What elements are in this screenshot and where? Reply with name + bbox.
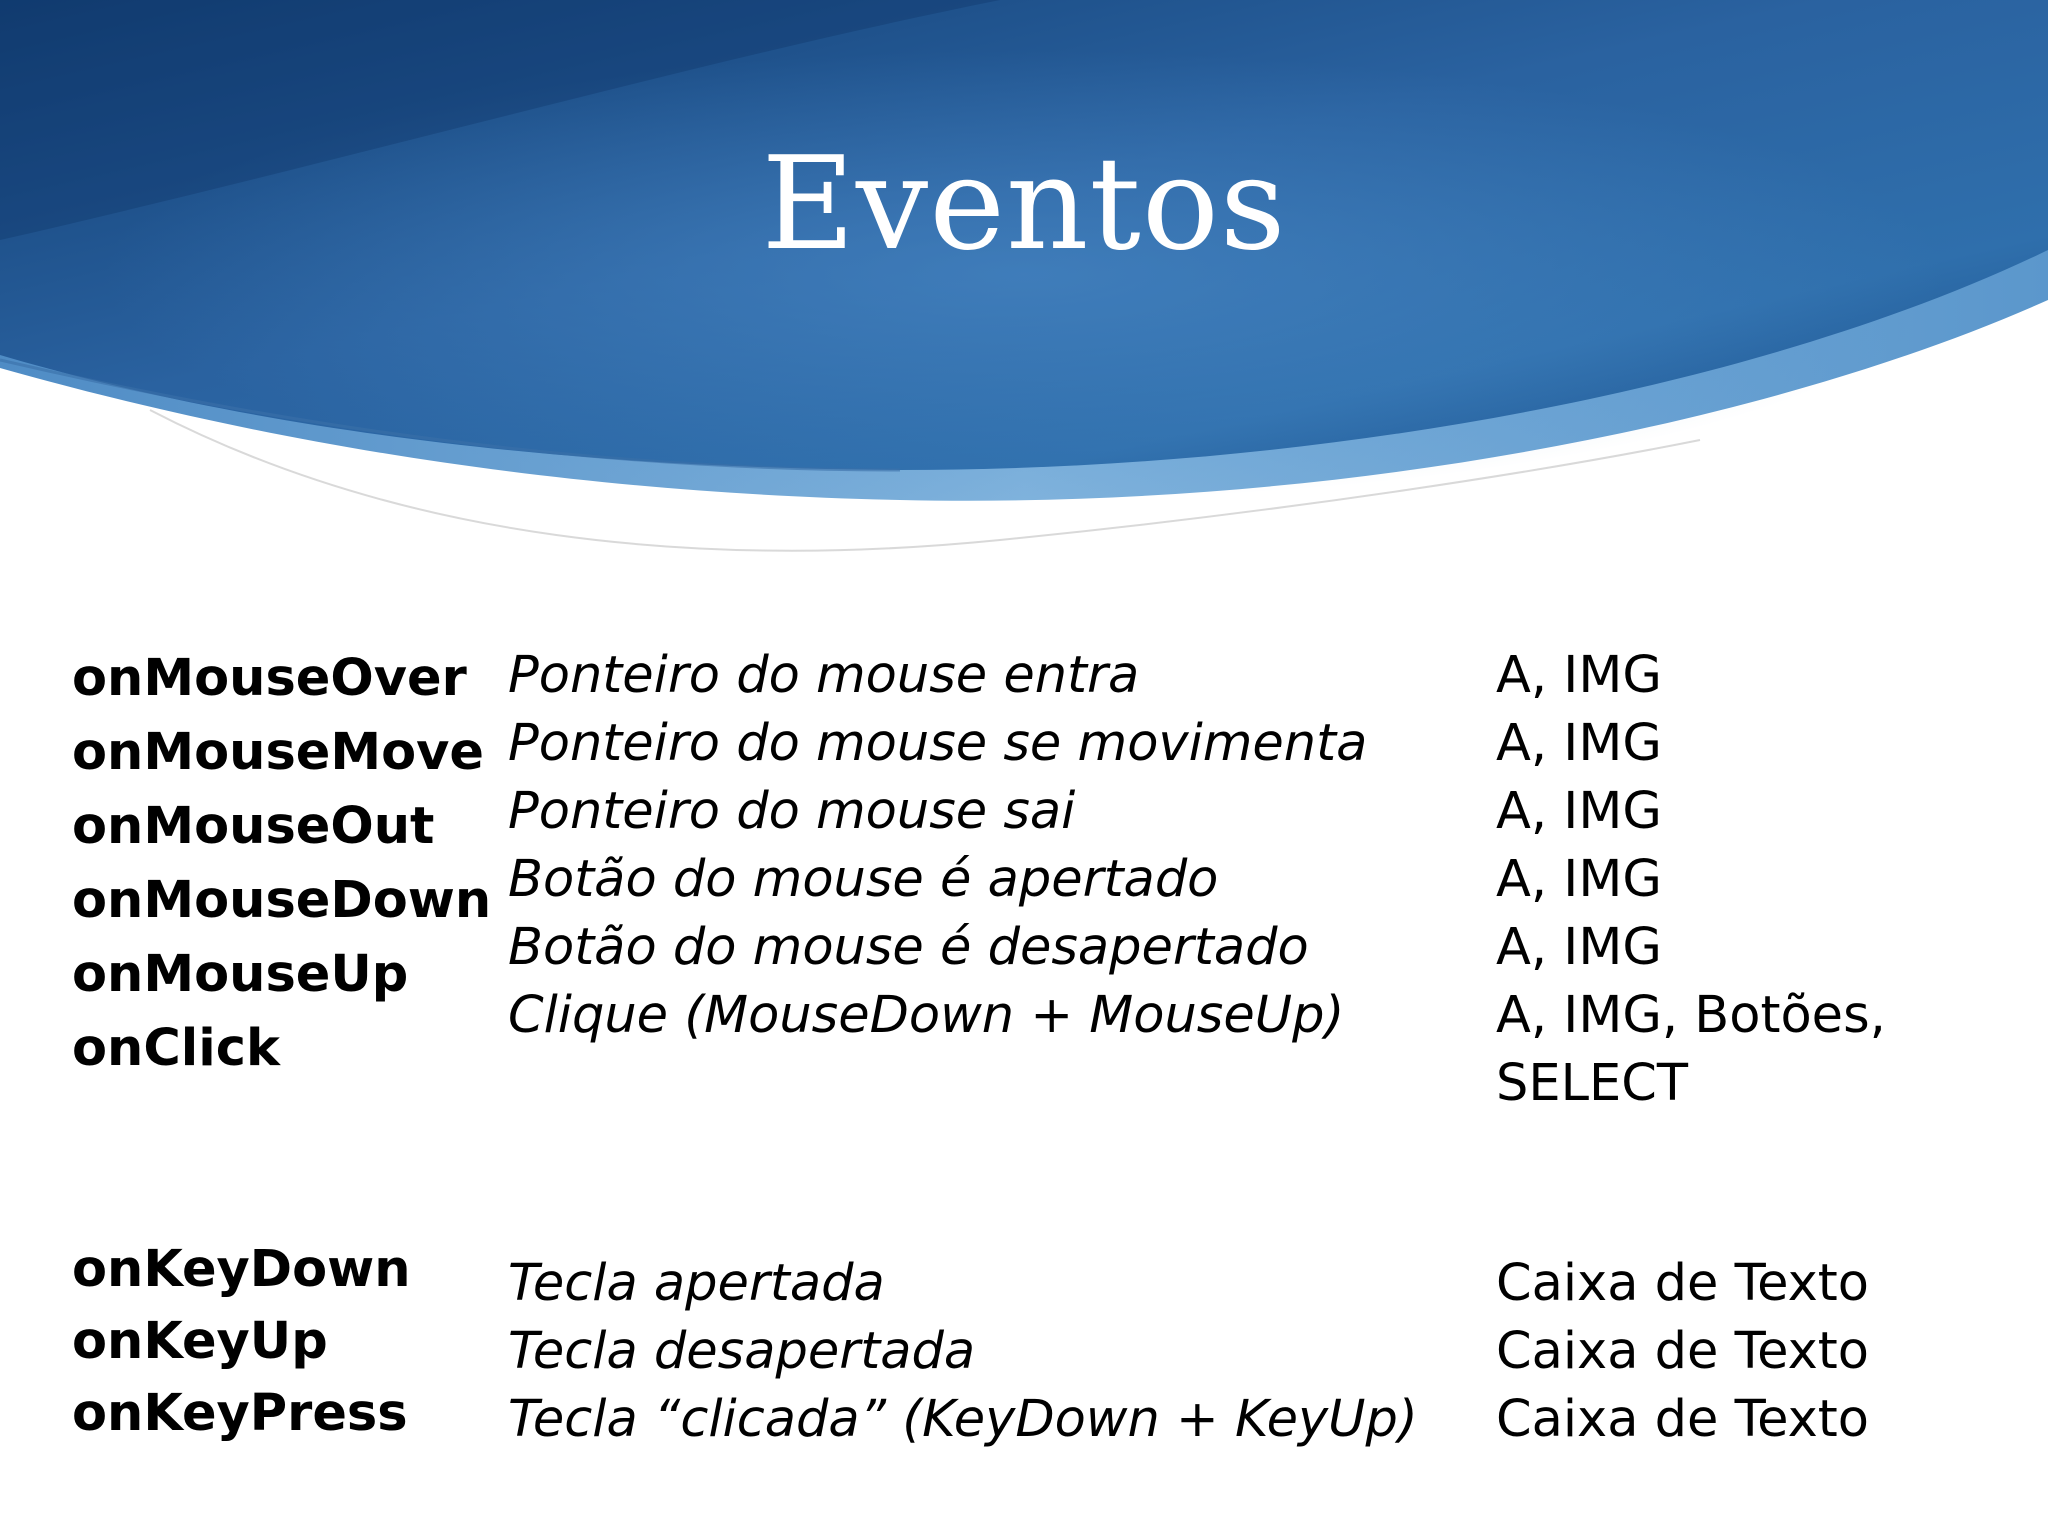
event-name: onMouseOver [72,649,467,708]
event-elements: A, IMG, Botões, [1496,986,1886,1045]
event-description: Tecla “clicada” (KeyDown + KeyUp) [508,1390,1418,1449]
event-description: Tecla apertada [508,1254,885,1313]
mouse-event-names [72,642,491,1086]
key-event-names [72,1234,411,1450]
event-elements: Caixa de Texto [1496,1390,1869,1449]
event-description: Botão do mouse é apertado [508,850,1219,909]
event-description: Ponteiro do mouse sai [508,782,1076,841]
key-event-elements [1496,1250,1869,1454]
event-description: Botão do mouse é desapertado [508,918,1309,977]
event-name: onKeyUp [72,1312,328,1371]
event-elements: A, IMG [1496,782,1662,841]
event-elements: A, IMG [1496,918,1662,977]
event-name: onMouseDown [72,871,492,930]
event-elements: A, IMG [1496,646,1662,705]
event-elements: A, IMG [1496,714,1662,773]
slide-title: Eventos [761,130,1287,279]
event-description: Tecla desapertada [508,1322,976,1381]
event-elements-continued: SELECT [1496,1054,1688,1113]
event-name: onMouseOut [72,797,435,856]
event-elements: Caixa de Texto [1496,1322,1869,1381]
event-name: onMouseMove [72,723,485,782]
mouse-event-descriptions [508,642,1367,1050]
key-event-descriptions [508,1250,1418,1454]
event-elements: A, IMG [1496,850,1662,909]
event-name: onClick [72,1019,280,1078]
mouse-event-elements [1496,642,1886,1118]
event-name: onMouseUp [72,945,409,1004]
event-description: Clique (MouseDown + MouseUp) [508,986,1345,1045]
event-name: onKeyPress [72,1384,408,1443]
event-description: Ponteiro do mouse entra [508,646,1140,705]
event-elements: Caixa de Texto [1496,1254,1869,1313]
header-background [0,0,2048,600]
event-name: onKeyDown [72,1240,411,1299]
event-description: Ponteiro do mouse se movimenta [508,714,1368,773]
